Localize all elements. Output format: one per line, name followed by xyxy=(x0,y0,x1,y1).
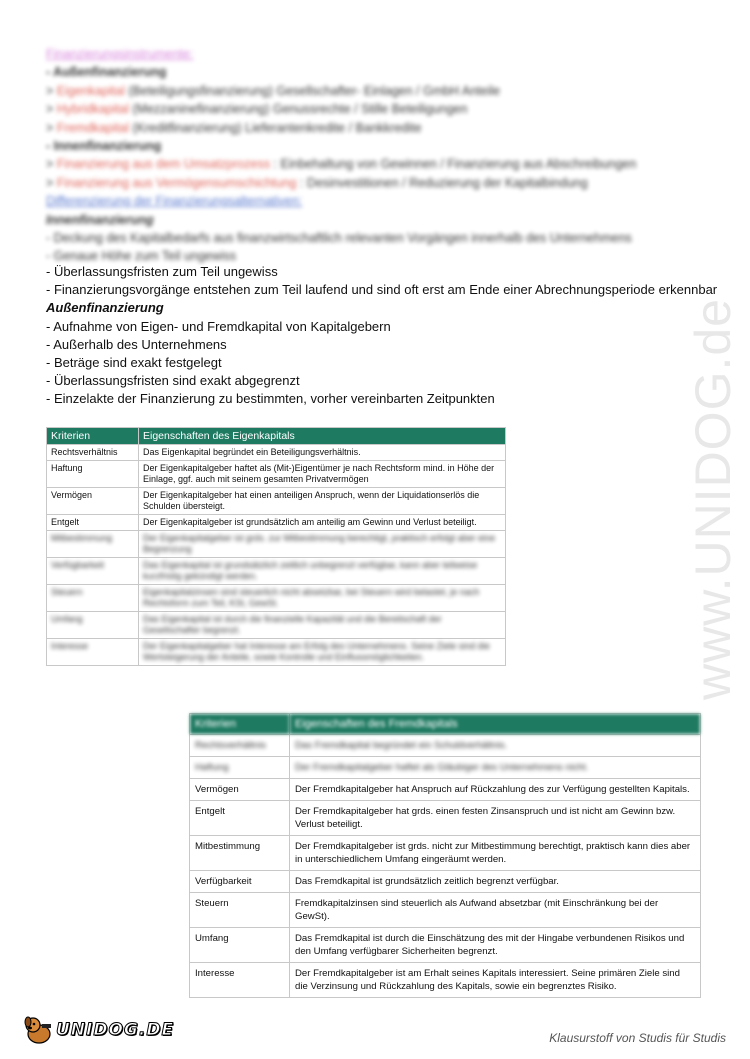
unidog-logo[interactable] xyxy=(22,1014,174,1046)
text-fragment: Hybridkapital xyxy=(56,102,130,117)
property-cell: Das Fremdkapital ist durch die Einschätzung des mit der Hingabe verbundenen Risikos und den Umfang verfügbarer Sicherheiten begrenzt. xyxy=(290,928,701,963)
bullet-line: - Überlassungsfristen sind exakt abgegrenzt xyxy=(46,373,300,389)
text-line xyxy=(46,100,467,118)
text-fragment: (Beteiligungsfinanzierung) Gesellschafter- Einlagen / GmbH Anteile xyxy=(124,83,501,98)
bullet-line: - Aufnahme von Eigen- und Fremdkapital von Kapitalgebern xyxy=(46,318,391,334)
bullet-line: - Überlassungsfristen zum Teil ungewiss xyxy=(46,264,278,279)
text-fragment: : Einbehaltung von Gewinnen / Finanzierung aus Abschreibungen xyxy=(270,157,637,172)
criterion-cell: Verfügbarkeit xyxy=(47,558,139,585)
text-line xyxy=(46,63,166,81)
column-header-criteria: Kriterien xyxy=(190,714,290,735)
text-fragment: - Außenfinanzierung xyxy=(46,65,167,80)
table-row xyxy=(47,612,506,639)
bullet-line: - Beträge sind exakt festgelegt xyxy=(46,355,222,370)
text-line xyxy=(46,45,193,63)
table-row xyxy=(47,515,506,531)
table-row xyxy=(47,585,506,612)
criterion-cell: Vermögen xyxy=(190,779,290,801)
text-fragment: - Deckung des Kapitalbedarfs aus finanzwirtschaftlich relevanten Vorgängen innerhalb des Unternehmens xyxy=(46,231,632,245)
criterion-cell: Entgelt xyxy=(47,515,139,531)
property-cell: Das Fremdkapital begründet ein Schuldverhältnis. xyxy=(290,735,701,757)
criterion-cell: Steuern xyxy=(190,893,290,928)
table-row xyxy=(47,461,506,488)
column-header-equity: Eigenschaften des Eigenkapitals xyxy=(139,428,506,445)
criterion-cell: Interesse xyxy=(190,963,290,998)
logo-text: UNIDOG.DE xyxy=(56,1020,175,1040)
text-fragment: Finanzierung aus Vermögensumschichtung xyxy=(56,175,297,190)
table-row xyxy=(47,488,506,515)
property-cell: Der Fremdkapitalgeber haftet als Gläubiger des Unternehmens nicht. xyxy=(290,757,701,779)
text-line xyxy=(46,137,161,155)
criterion-cell: Vermögen xyxy=(47,488,139,515)
table-row xyxy=(47,445,506,461)
table-row xyxy=(190,893,701,928)
text-fragment[interactable]: Differenzierung der Finanzierungsalternativen: xyxy=(46,194,303,209)
table-row xyxy=(190,735,701,757)
table-row xyxy=(190,779,701,801)
table-row xyxy=(47,531,506,558)
bullet-line: - Außerhalb des Unternehmens xyxy=(46,336,227,352)
bullet-line: - Finanzierungsvorgänge entstehen zum Teil laufend und sind oft erst am Ende einer Abrechnungsperiode erkennbar xyxy=(46,282,718,298)
text-fragment: Finanzierung aus dem Umsatzprozess xyxy=(56,157,271,172)
column-header-criteria: Kriterien xyxy=(47,428,139,445)
text-line xyxy=(46,229,632,247)
table-row xyxy=(190,871,701,893)
table-row xyxy=(190,928,701,963)
table-row xyxy=(190,757,701,779)
criterion-cell: Haftung xyxy=(190,757,290,779)
table-row xyxy=(190,836,701,871)
property-cell: Fremdkapitalzinsen sind steuerlich als Aufwand absetzbar (mit Einschränkung bei der GewSt). xyxy=(290,893,701,928)
table-row xyxy=(47,639,506,666)
criterion-cell: Rechtsverhältnis xyxy=(47,445,139,461)
table-row xyxy=(47,558,506,585)
property-cell: Das Eigenkapital ist durch die finanzielle Kapazität und die Bereitschaft der Gesellschafter begrenzt. xyxy=(139,612,506,639)
text-fragment: : Desinvestitionen / Reduzierung der Kapitalbindung xyxy=(296,175,588,190)
property-cell: Der Eigenkapitalgeber hat Interesse am Erfolg des Unternehmens. Seine Ziele sind die Wertsteigerung der Anteile, sowie Kontrolle und Einflussmöglichkeiten. xyxy=(139,639,506,666)
property-cell: Der Fremdkapitalgeber ist grds. nicht zur Mitbestimmung berechtigt, praktisch kann dies aber in unterschiedlichem Umfang eingeräumt werden. xyxy=(290,836,701,871)
text-fragment: > xyxy=(46,175,57,190)
text-fragment: (Mezzaninefinanzierung) Genussrechte / Stille Beteiligungen xyxy=(129,102,468,117)
property-cell: Der Fremdkapitalgeber hat grds. einen festen Zinsanspruch und ist nicht am Gewinn bzw. Verlust beteiligt. xyxy=(290,801,701,836)
criterion-cell: Haftung xyxy=(47,461,139,488)
text-fragment: Innenfinanzierung xyxy=(46,212,154,227)
property-cell: Der Eigenkapitalgeber haftet als (Mit-)Eigentümer je nach Rechtsform mind. in Höhe der Einlage, ggf. auch mit seinem gesamten Privatvermögen xyxy=(139,461,506,488)
text-fragment[interactable]: Finanzierungsinstrumente: xyxy=(46,47,194,61)
criterion-cell: Umfang xyxy=(190,928,290,963)
property-cell: Der Eigenkapitalgeber ist grundsätzlich am anteilig am Gewinn und Verlust beteiligt. xyxy=(139,515,506,531)
dog-icon xyxy=(22,1014,54,1046)
text-fragment: > xyxy=(46,102,57,117)
column-header-debt: Eigenschaften des Fremdkapitals xyxy=(290,714,701,735)
text-line xyxy=(46,192,302,210)
property-cell: Der Fremdkapitalgeber hat Anspruch auf Rückzahlung des zur Verfügung gestellten Kapitals. xyxy=(290,779,701,801)
bullet-line: - Einzelakte der Finanzierung zu bestimmten, vorher vereinbarten Zeitpunkten xyxy=(46,391,495,407)
property-cell: Das Eigenkapital ist grundsätzlich zeitlich unbegrenzt verfügbar, kann aber teilweise kurzfristig gekündigt werden. xyxy=(139,558,506,585)
text-line xyxy=(46,211,154,229)
text-fragment: - Innenfinanzierung xyxy=(46,139,162,153)
text-fragment: > xyxy=(46,157,57,172)
watermark: www.UNIDOG.de xyxy=(685,298,741,700)
equity-table xyxy=(46,427,506,666)
text-fragment: - Genaue Höhe zum Teil ungewiss xyxy=(46,249,237,264)
criterion-cell: Umfang xyxy=(47,612,139,639)
text-fragment: > xyxy=(46,83,57,98)
text-line xyxy=(46,174,588,192)
criterion-cell: Mitbestimmung xyxy=(190,836,290,871)
text-line xyxy=(46,82,500,100)
text-fragment: Eigenkapital xyxy=(56,83,125,98)
tagline: Klausurstoff von Studis für Studis xyxy=(549,1031,726,1045)
section-heading: Außenfinanzierung xyxy=(46,300,164,316)
text-line xyxy=(46,155,636,173)
criterion-cell: Mitbestimmung xyxy=(47,531,139,558)
text-fragment: (Kreditfinanzierung) Lieferantenkredite / Bankkredite xyxy=(129,120,422,135)
table-row xyxy=(190,963,701,998)
criterion-cell: Interesse xyxy=(47,639,139,666)
property-cell: Der Fremdkapitalgeber ist am Erhalt seines Kapitals interessiert. Seine primären Ziele sind die Verzinsung und Rückzahlung des Kapitals, sowie ein begrenztes Risiko. xyxy=(290,963,701,998)
property-cell: Der Eigenkapitalgeber hat einen anteiligen Anspruch, wenn der Liquidationserlös die Schulden übersteigt. xyxy=(139,488,506,515)
criterion-cell: Entgelt xyxy=(190,801,290,836)
text-line xyxy=(46,119,422,137)
criterion-cell: Rechtsverhältnis xyxy=(190,735,290,757)
property-cell: Der Eigenkapitalgeber ist grds. zur Mitbestimmung berechtigt, praktisch erfolgt aber eine Begrenzung xyxy=(139,531,506,558)
property-cell: Das Eigenkapital begründet ein Beteiligungsverhältnis. xyxy=(139,445,506,461)
text-fragment: Fremdkapital xyxy=(56,120,130,135)
criterion-cell: Verfügbarkeit xyxy=(190,871,290,893)
criterion-cell: Steuern xyxy=(47,585,139,612)
property-cell: Das Fremdkapital ist grundsätzlich zeitlich begrenzt verfügbar. xyxy=(290,871,701,893)
text-fragment: > xyxy=(46,120,57,135)
table-row xyxy=(190,801,701,836)
debt-table xyxy=(189,713,701,998)
property-cell: Eigenkapitalzinsen sind steuerlich nicht absetzbar, bei Steuern wird belastet, je nach Rechtsform zum Teil, KSt, GewSt. xyxy=(139,585,506,612)
